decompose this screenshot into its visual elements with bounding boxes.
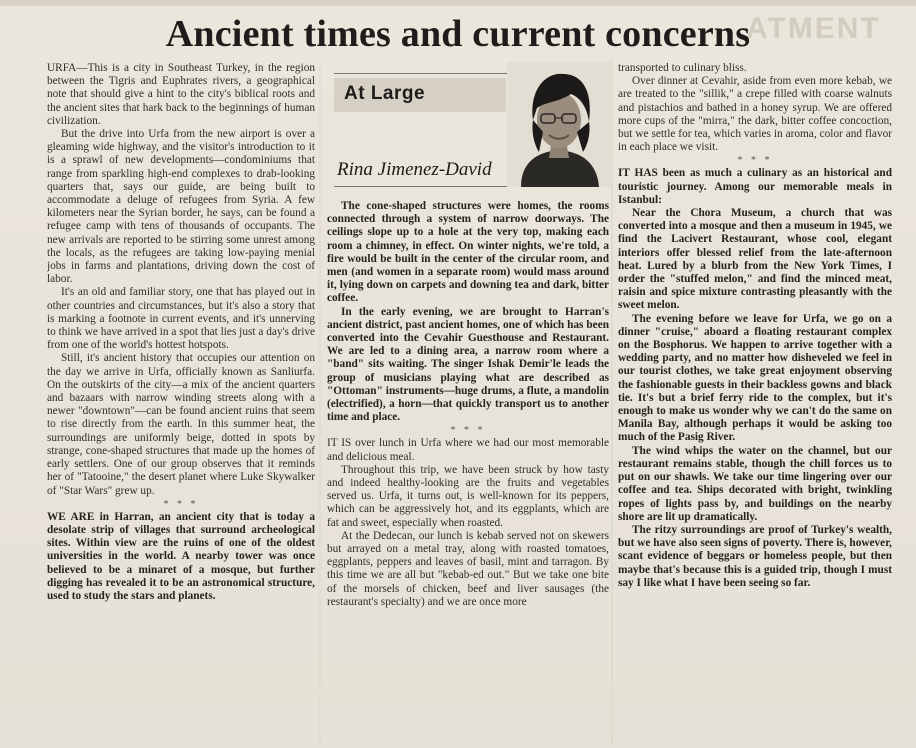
headline: Ancient times and current concerns [165,13,751,55]
byline-rule-top [334,73,509,74]
column-1 [47,62,315,742]
article-paragraph: IT HAS been as much a culinary as an historical and touristic journey. Among our memorable meals in Istanbul: [618,167,892,206]
section-break: * * * [163,498,199,510]
author-portrait [507,62,611,187]
article-paragraph: At the Dedecan, our lunch is kebab served not on skewers but arrayed on a metal tray, along with roasted tomatoes, eggplants, peppers and leaves of basil, mint and tarragon. By this time we are all but "kebab-ed out." But we take one bite of the morsels of chicken, beef and liver sausages (the restaurant's specialty) and we are once more [327,529,609,608]
article-paragraph: But the drive into Urfa from the new airport is over a gleaming wide highway, and the visitor's introduction to it is a sprawl of new developments—condominiums that range from sparkling high-end complexes to drab-looking quarters that, says our guide, are being built to accommodate a deluge of refugees from Syria. A few kilometers near the Syrian border, he says, can be found a refugee camp with tens of thousands of occupants. The new arrivals are reported to be stirring some unrest among the locals, as the refugees are taking low-paying menial jobs in farms and plantations, driving down the cost of labor. [47,128,315,286]
article-paragraph: In the early evening, we are brought to Harran's ancient district, past ancient homes, one of which has been converted into the Cevahir Guesthouse and Restaurant. We are led to a dining area, a narrow room where a "band" sits waiting. The singer Ishak Demir'le leads the group of musicians playing what are described as "Ottoman" instruments—huge drums, a flute, a mandolin (electrified), a horn—that quickly transport us to another time and place. [327,305,609,424]
article-paragraph: The wind whips the water on the channel, but our restaurant remains stable, though the chill forces us to put on our shawls. We take our time lingering over our coffee and tea. Ships decorated with bright, twinkling ropes of lights pass by, and buildings on the nearby shore are lit up dramatically. [618,444,892,523]
article-paragraph: Still, it's ancient history that occupies our attention on the day we arrive in Urfa, officially known as Sanliurfa. On the outskirts of the city—a mix of the ancient quarters and bazaars with narrow winding streets along with a newer "downtown"—can be found ancient ruins that seem to rise directly from the earth. In this summer heat, the surroundings are uniformly beige, dotted in spots by strange, cone-shaped structures that made up the homes of early settlers. One of our group observes that it reminds her of "Tatooine," the desert planet where Luke Skywalker of "Star Wars" grew up. [47,352,315,497]
author-name: Rina Jimenez-David [337,159,492,180]
section-break: * * * [450,425,486,437]
column-tag-box [334,78,506,112]
article-paragraph: Over dinner at Cevahir, aside from even more kebab, we are treated to the "sillik," a crepe filled with coarse walnuts and pistachios and bathed in a honey syrup. We are offered more cups of the "mirra," the dark, bitter coffee concoction, but we settle for tea, which varies in aroma, color and flavor in each place we visit. [618,75,892,154]
article-paragraph: IT IS over lunch in Urfa where we had our most memorable and delicious meal. [327,437,609,463]
column-2 [327,200,609,740]
article-paragraph: The evening before we leave for Urfa, we go on a dinner "cruise," aboard a floating restaurant complex on the Bosphorus. We happen to arrive together with a wedding party, and no matter how disheveled we feel in our tourist clothes, we take great enjoyment observing the fashionable guests in their backless gowns and black tie. It's but a brief ferry ride to the complex, but it's enough to make us wonder why we can't do the same on Manila Bay, although perhaps it would be asking too much of the Pasig River. [618,312,892,444]
byline-box [327,62,611,192]
article-paragraph: transported to culinary bliss. [618,62,747,74]
article-paragraph: The ritzy surroundings are proof of Turkey's wealth, but we have also seen signs of poverty. There is, however, scant evidence of beggars or homeless people, but then maybe that's because this is a guided trip, though I must say I like what I have been seeing so far. [618,523,892,589]
article-paragraph: The cone-shaped structures were homes, the rooms connected through a system of narrow doorways. The ceilings slope up to a hole at the very top, making each room a chimney, in effect. On winter nights, we're told, a fire would be built in the center of the circular room, and men (and women in a separate room) would mass around it, lying down on carpets and downing tea and dark, bitter coffee. [327,200,609,305]
article-paragraph: Throughout this trip, we have been struck by how tasty and indeed healthy-looking are the fruits and vegetables served us. Urfa, it turns out, is well-known for its peppers, which can be aggressively hot, and its eggplants, which are fat and sweet, especially when roasted. [327,463,609,529]
article-paragraph: WE ARE in Harran, an ancient city that is today a desolate strip of villages that surround archeological sites. Within view are the ruins of one of the oldest universities in the world. A nearby tower was once believed to be a minaret of a mosque, but further digging has revealed it to be an astronomical structure, used to study the stars and planets. [47,510,315,602]
background-banner-text: ATMENT [746,12,881,45]
column-3 [618,62,892,742]
section-break: * * * [737,155,773,167]
article-paragraph: Near the Chora Museum, a church that was converted into a mosque and then a museum in 1945, we find the Lacivert Restaurant, whose cool, elegant interiors offer blessed relief from the late-afternoon heat. Lured by a blurb from the New York Times, I order the "stuffed melon," and find the minced meat, raisin and spice mixture contrasting pleasantly with the sweet melon. [618,207,892,312]
column-tag: At Large [344,83,426,104]
article-paragraph: URFA—This is a city in Southeast Turkey, in the region between the Tigris and Euphrates rivers, a geographical note that should give a hint to the city's biblical roots and the ancient sites that hark back to the beginnings of human civilization. [47,62,315,127]
article-paragraph: It's an old and familiar story, one that has played out in other countries and circumstances, but it's also a story that is marking a footnote in current events, and it's unnerving to think we have arrived in a spot that lies just a day's drive from one of the world's hottest hotspots. [47,286,315,352]
